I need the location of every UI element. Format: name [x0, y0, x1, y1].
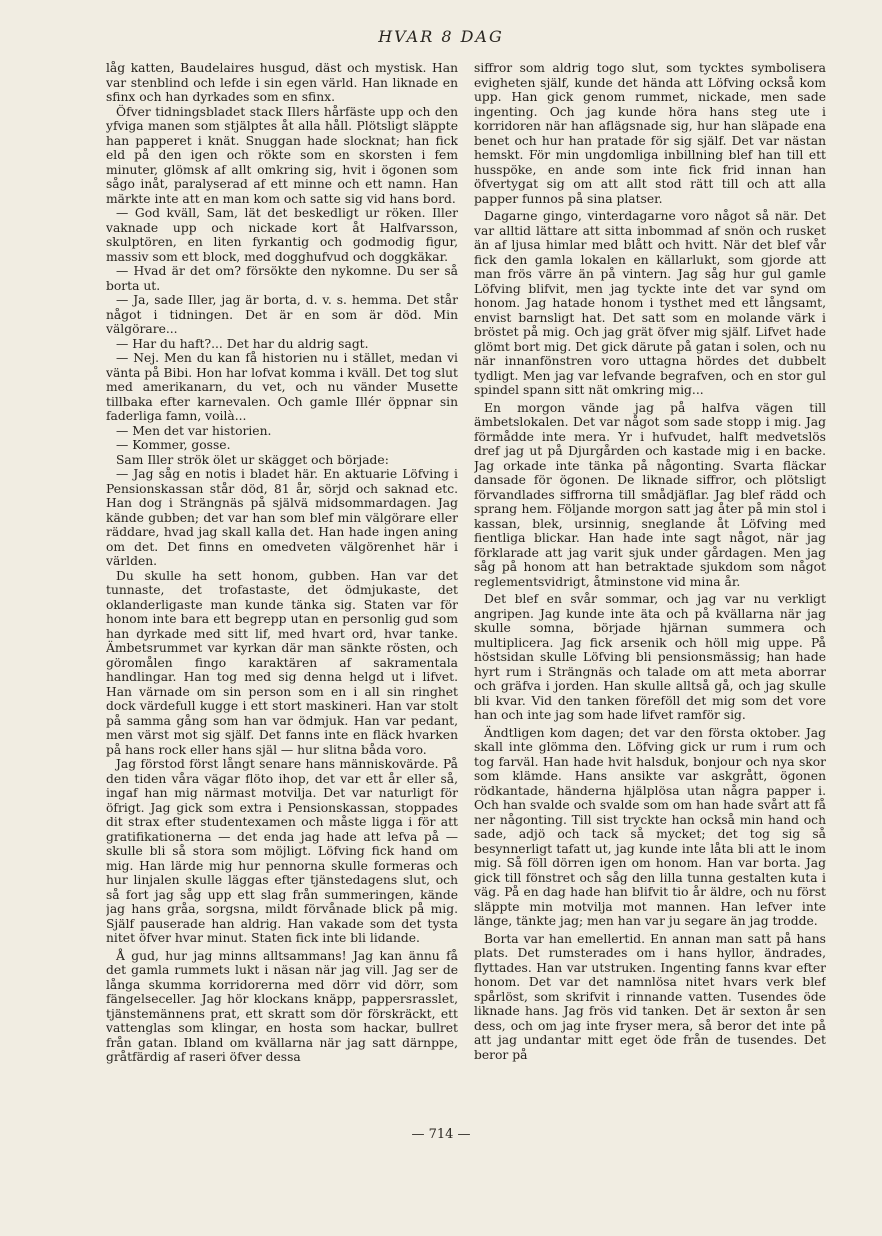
paragraph: siffror som aldrig togo slut, som tycktes symbolisera evigheten själf, kunde det hända att Löfving också kom upp. Han gick genom rummet, nickade, men sade ingenting. Och jag kunde höra hans steg ute i korridoren när han aflägsnade sig, hur han släpade ena benet och hur han pratade för sig själf. Det var nästan hemskt. För min ungdomliga inbillning blef han till ett husspöke, en ande som inte fick frid innan han öfvertygat sig om att allt stod rätt till och att alla papper funnos på sina platser. — [474, 61, 826, 206]
paragraph: — God kväll, Sam, lät det beskedligt ur röken. Iller vaknade upp och nickade kort åt Halfvarsson, skulptören, en liten fyrkantig och godmodig figur, massiv som ett block, med dogghufvud och doggkäkar. — [106, 206, 458, 264]
paragraph: Dagarne gingo, vinterdagarne voro något så när. Det var alltid lättare att sitta inbommad af snön och rusket än af ljusa himlar med blått och hvitt. När det blef vår fick den gamla lokalen en källarlukt, som gjorde att man frös värre än på vintern. Jag såg hur gul gamle Löfving blifvit, men jag tyckte inte det var synd om honom. Jag hatade honom i tysthet med ett långsamt, envist barnsligt hat. Det satt som en molande värk i bröstet på mig. Och jag grät öfver mig själf. Lifvet hade glömt bort mig. Det gick därute på gatan i solen, och nu när innanfönstren voro uttagna hördes det dubbelt tydligt. Men jag var lefvande begrafven, och en stor gul spindel spann sitt nät omkring mig... — [474, 209, 826, 397]
paragraph: — Nej. Men du kan få historien nu i stället, medan vi vänta på Bibi. Hon har lofvat komma i kväll. Det tog slut med amerikanarn, du vet, och nu vänder Musette tillbaka efter karnevalen. Och gamle Illér öppnar sin faderliga famn, voilà... — [106, 351, 458, 423]
paragraph: Sam Iller strök ölet ur skägget och började: — [116, 452, 389, 467]
paragraph: Ändtligen kom dagen; det var den första oktober. Jag skall inte glömma den. Löfving gick ur rum i rum och tog farväl. Han hade hvit halsduk, bonjour och nya skor som klämde. Hans ansikte var askgrått, ögonen rödkantade, händerna hjälplösa utan några papper i. Och han svalde och svalde som om han hade svårt att få ner någonting. Till sist tryckte han också min hand och sade, adjö och tack så mycket; det tog sig så besynnerligt tafatt ut, jag kunde inte låta bli att le inom mig. Så föll dörren igen om honom. Han var borta. Jag gick till fönstret och såg den lilla tunna gestalten kuta i väg. På en dag hade han blifvit tio år äldre, och nu först släppte min motvilja mot mannen. Han lefver inte länge, tänkte jag; men han var ju segare än jag trodde. — [474, 725, 826, 928]
paragraph: — Ja, sade Iller, jag är borta, d. v. s. hemma. Det står något i tidningen. Det är en som är död. Min välgörare... — [106, 293, 458, 336]
paragraph: — Men det var historien. — [116, 423, 272, 438]
paragraph: — Jag såg en notis i bladet här. En aktuarie Löfving i Pensionskassan står död, 81 år, sörjd och saknad etc. Han dog i Strängnäs på självä midsommardagen. Jag kände gubben; det var han som blef min välgörare eller räddare, hvad jag skall kalla det. Han hade ingen aning om det. Det finns en omedveten välgörenhet här i världen. — [106, 467, 458, 568]
paragraph: Det blef en svår sommar, och jag var nu verkligt angripen. Jag kunde inte äta och på kvällarna när jag skulle somna, började hjärnan summera och multiplicera. Jag fick arsenik och höll mig uppe. På höstsidan skulle Löfving bli pensionsmässig; han hade hyrt rum i Strängnäs och talade om att meta aborrar och gräfva i jorden. Han skulle alltså gå, och jag skulle bli kvar. Vid den tanken föreföll det mig som det vore han och inte jag som hade lifvet ramför sig. — [474, 592, 826, 722]
paragraph: — Hvad är det om? försökte den nykomne. Du ser så borta ut. — [106, 264, 458, 293]
page-number: — 714 — — [411, 1127, 471, 1142]
paragraph: Å gud, hur jag minns alltsammans! Jag kan ännu få det gamla rummets lukt i näsan när jag vill. Jag ser de långa skumma korridorerna med dörr vid dörr, som fängelseceller. Jag hör klockans knäpp, pappersrasslet, tjänstemännens prat, ett skratt som dör förskräckt, ett vattenglas som klingar, en hosta som hackar, bullret från gatan. Ibland om kvällarna när jag satt därnppe, gråtfärdig af raseri öfver dessa — [106, 948, 458, 1064]
running-header: HVAR 8 DAG — [378, 27, 504, 46]
paragraph: Jag förstod först långt senare hans människovärde. På den tiden våra vägar flöto ihop, det var ett år eller så, ingaf han mig närmast motvilja. Det var naturligt för öfrigt. Jag gick som extra i Pensionskassan, stoppades dit strax efter studentexamen och måste ligga i för att gratifikationerna — det enda jag hade att lefva på — skulle bli så stora som möjligt. Löfving fick hand om mig. Han lärde mig hur pennorna skulle formeras och hur linjalen skulle läggas efter tjänstedagens slut, och så fort jag såg upp ett slag från summeringen, kände jag hans gråa, sorgsna, mildt förvånade blick på mig. Själf pauserade han aldrig. Han vakade som det tysta nitet öfver hvar minut. Staten fick inte bli lidande. — [106, 757, 458, 945]
paragraph: Borta var han emellertid. En annan man satt på hans plats. Det rumsterades om i hans hyllor, ändrades, flyttades. Han var utstruken. Ingenting fanns kvar efter honom. Det var det namnlösa nitet hvars verk blef spårlöst, som skrifvit i rinnande vatten. Tusendes öde liknade hans. Jag frös vid tanken. Det är sexton år sen dess, och om jag inte fryser mera, så beror det inte på att jag undantar mitt eget öde från de tusendes. Det beror på — [474, 931, 826, 1062]
paragraph: låg katten, Baudelaires husgud, däst och mystisk. Han var stenblind och lefde i sin egen värld. Han liknade en sfinx och han dyrkades som en sfinx. — [106, 61, 458, 104]
text-column-left — [106, 61, 458, 1121]
paragraph: Du skulle ha sett honom, gubben. Han var det tunnaste, det trofastaste, det ödmjukaste, det oklanderligaste man kunde tänka sig. Staten var för honom inte bara ett begrepp utan en personlig gud som han dyrkade med sitt lif, med hvart ord, hvar tanke. Ämbetsrummet var kyrkan där man sänkte rösten, och göromålen fingo karaktären af sakramentala handlingar. Han tog med sig denna helgd ut i lifvet. Han värnade om sin person som en i all sin ringhet dock värdefull kugge i ett stort maskineri. Han var stolt på samma gång som han var ödmjuk. Han var pedant, men värst mot sig själf. Det fanns inte en fläck hvarken på hans rock eller hans själ — hur slitna båda voro. — [106, 568, 458, 757]
paragraph: — Har du haft?... Det har du aldrig sagt. — [116, 336, 369, 351]
text-column-right — [474, 61, 826, 1121]
paragraph: — Kommer, gosse. — [116, 438, 231, 452]
paragraph: En morgon vände jag på halfva vägen till ämbetslokalen. Det var något som sade stopp i mig. Jag förmådde inte mera. Yr i hufvudet, halft medvetslös dref jag ut på Djurgården och kastade mig i en backe. Jag orkade inte tänka på någonting. Svarta fläckar dansade för ögonen. De liknade siffror, och plötsligt förvandlades siffrorna till smådjäflar. Jag blef rädd och sprang hem. Följande morgon satt jag åter på min stol i kassan, blek, ursinnig, sneglande åt Löfving med fientliga blickar. Han hade inte sagt något, när jag förklarade att jag varit sjuk under gårdagen. Men jag såg på honom att han betraktade sjukdom som något reglementsvidrigt, åtminstone vid mina år. — [474, 400, 826, 589]
paragraph: Öfver tidningsbladet stack Illers hårfäste upp och den yfviga manen som stjälptes åt alla håll. Plötsligt släppte han papperet i knät. Snuggan hade slocknat; han fick eld på den igen och rökte som en skorsten i fem minuter, glömsk af allt omkring sig, hvit i ögonen som sågo inåt, paralyserad af ett minne och ett namn. Han märkte inte att en man kom och satte sig vid hans bord. — [106, 104, 458, 206]
